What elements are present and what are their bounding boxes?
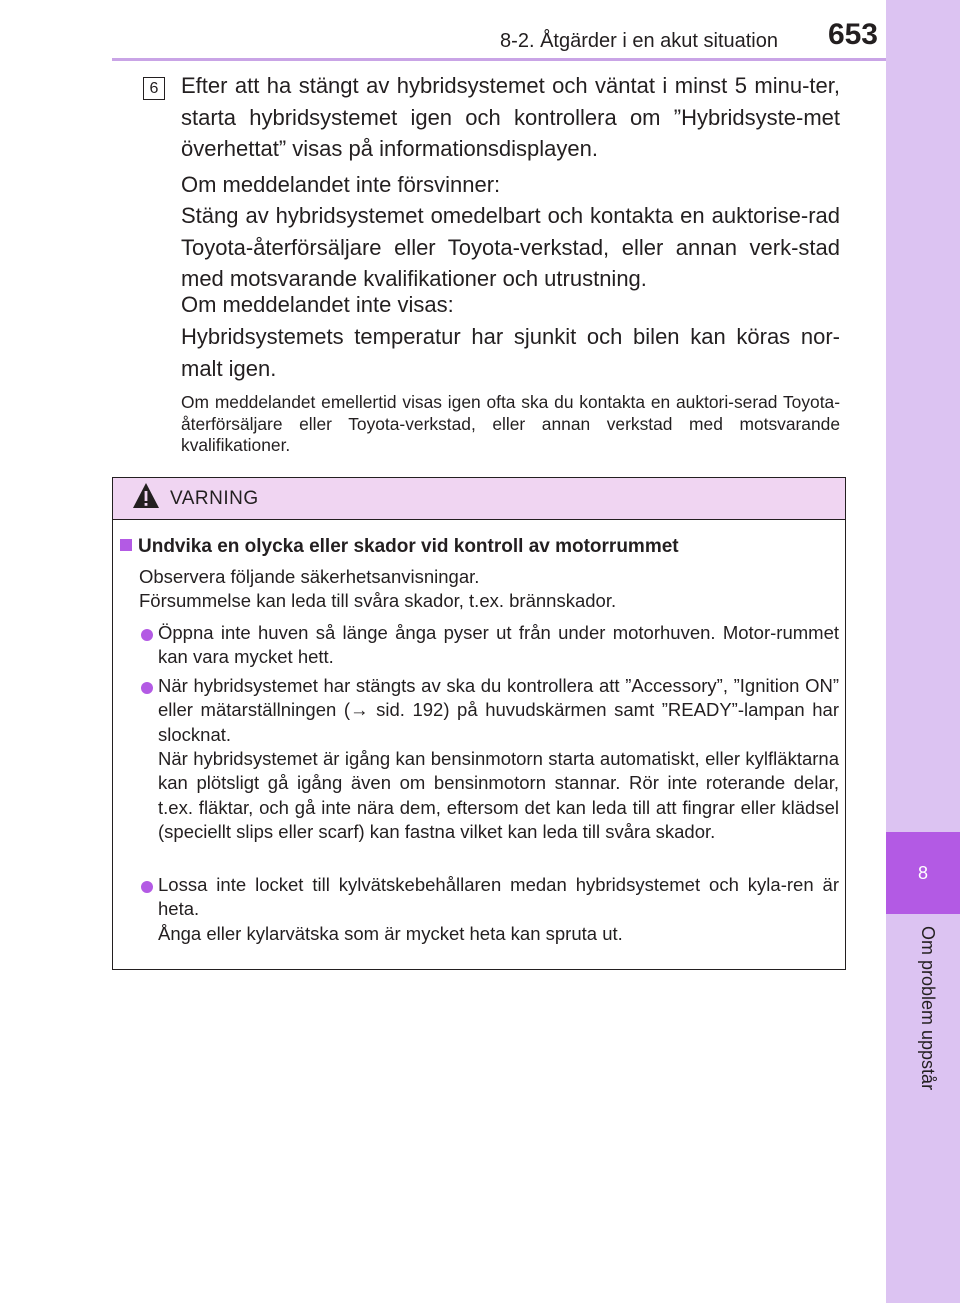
warning-bullet-2 bbox=[158, 674, 839, 747]
page-number: 653 bbox=[827, 18, 878, 51]
section-title: 8-2. Åtgärder i en akut situation bbox=[500, 30, 778, 52]
bullet-dot-icon bbox=[141, 629, 153, 641]
bullet-dot-icon bbox=[141, 881, 153, 893]
bullet-dot-icon bbox=[141, 682, 153, 694]
warning-bullet-1: Öppna inte huven så länge ånga pyser ut från under motorhuven. Motor-rummet kan vara mycket hett. bbox=[158, 622, 839, 668]
warning-box bbox=[112, 477, 846, 970]
step-number-badge: 6 bbox=[143, 77, 165, 100]
warning-triangle-icon bbox=[131, 481, 161, 511]
warning-intro-line2: Försummelse kan leda till svåra skador, t.ex. brännskador. bbox=[139, 590, 617, 611]
warning-title: VARNING bbox=[170, 488, 259, 509]
warning-bullet-2-part1: När hybridsystemet har stängts av ska du kontrollera att ”Accessory”, ”Ignition ON” eller mätarställningen ( bbox=[158, 675, 839, 721]
warning-intro-line1: Observera följande säkerhetsanvisningar. bbox=[139, 566, 480, 587]
warning-bullet-2-part2: sid. 192) på huvudskärmen samt ”READY”-lampan har slocknat. bbox=[158, 699, 839, 745]
case2-title: Om meddelandet inte visas: bbox=[181, 292, 454, 317]
warning-bullet-2-continued: När hybridsystemet är igång kan bensinmotorn starta automatiskt, eller kylfläktarna kan plötsligt gå igång även om bensinmotorn stannar. Rör inte roterande delar, t.ex. fläktar, och gå inte nära dem, eftersom det kan leda till att fingrar eller klädsel (speciellt slips eller scarf) kan fastna vilket kan leda till svåra skador. bbox=[158, 748, 839, 842]
warning-bullet-3-continued: Ånga eller kylarvätska som är mycket heta kan spruta ut. bbox=[158, 923, 623, 944]
step-note: Om meddelandet emellertid visas igen ofta ska du kontakta en auktori-serad Toyota-återförsäljare eller Toyota-verkstad, eller annan verkstad med motsvarande kvalifikationer. bbox=[181, 392, 840, 455]
warning-heading bbox=[120, 536, 679, 558]
case2-text: Hybridsystemets temperatur har sjunkit och bilen kan köras nor-malt igen. bbox=[181, 324, 840, 381]
header-divider bbox=[112, 58, 886, 61]
square-bullet-icon bbox=[120, 539, 132, 551]
case1-title: Om meddelandet inte försvinner: bbox=[181, 172, 501, 197]
warning-header bbox=[113, 478, 845, 520]
warning-heading-text: Undvika en olycka eller skador vid kontroll av motorrummet bbox=[138, 536, 679, 557]
step-intro: Efter att ha stängt av hybridsystemet och väntat i minst 5 minu-ter, starta hybridsystemet igen och kontrollera om ”Hybridsyste-met överhettat” visas på informationsdisplayen. bbox=[181, 73, 840, 161]
chapter-number-tab: 8 bbox=[886, 832, 960, 914]
chapter-title-tab: Om problem uppstår bbox=[918, 926, 938, 1091]
arrow-right-icon: → bbox=[350, 699, 369, 721]
warning-bullet-3: Lossa inte locket till kylvätskebehållaren medan hybridsystemet och kyla-ren är heta. bbox=[158, 874, 839, 920]
case1-text: Stäng av hybridsystemet omedelbart och kontakta en auktorise-rad Toyota-återförsäljare eller Toyota-verkstad, eller annan verk-stad med motsvarande kvalifikationer och utrustning. bbox=[181, 203, 840, 291]
